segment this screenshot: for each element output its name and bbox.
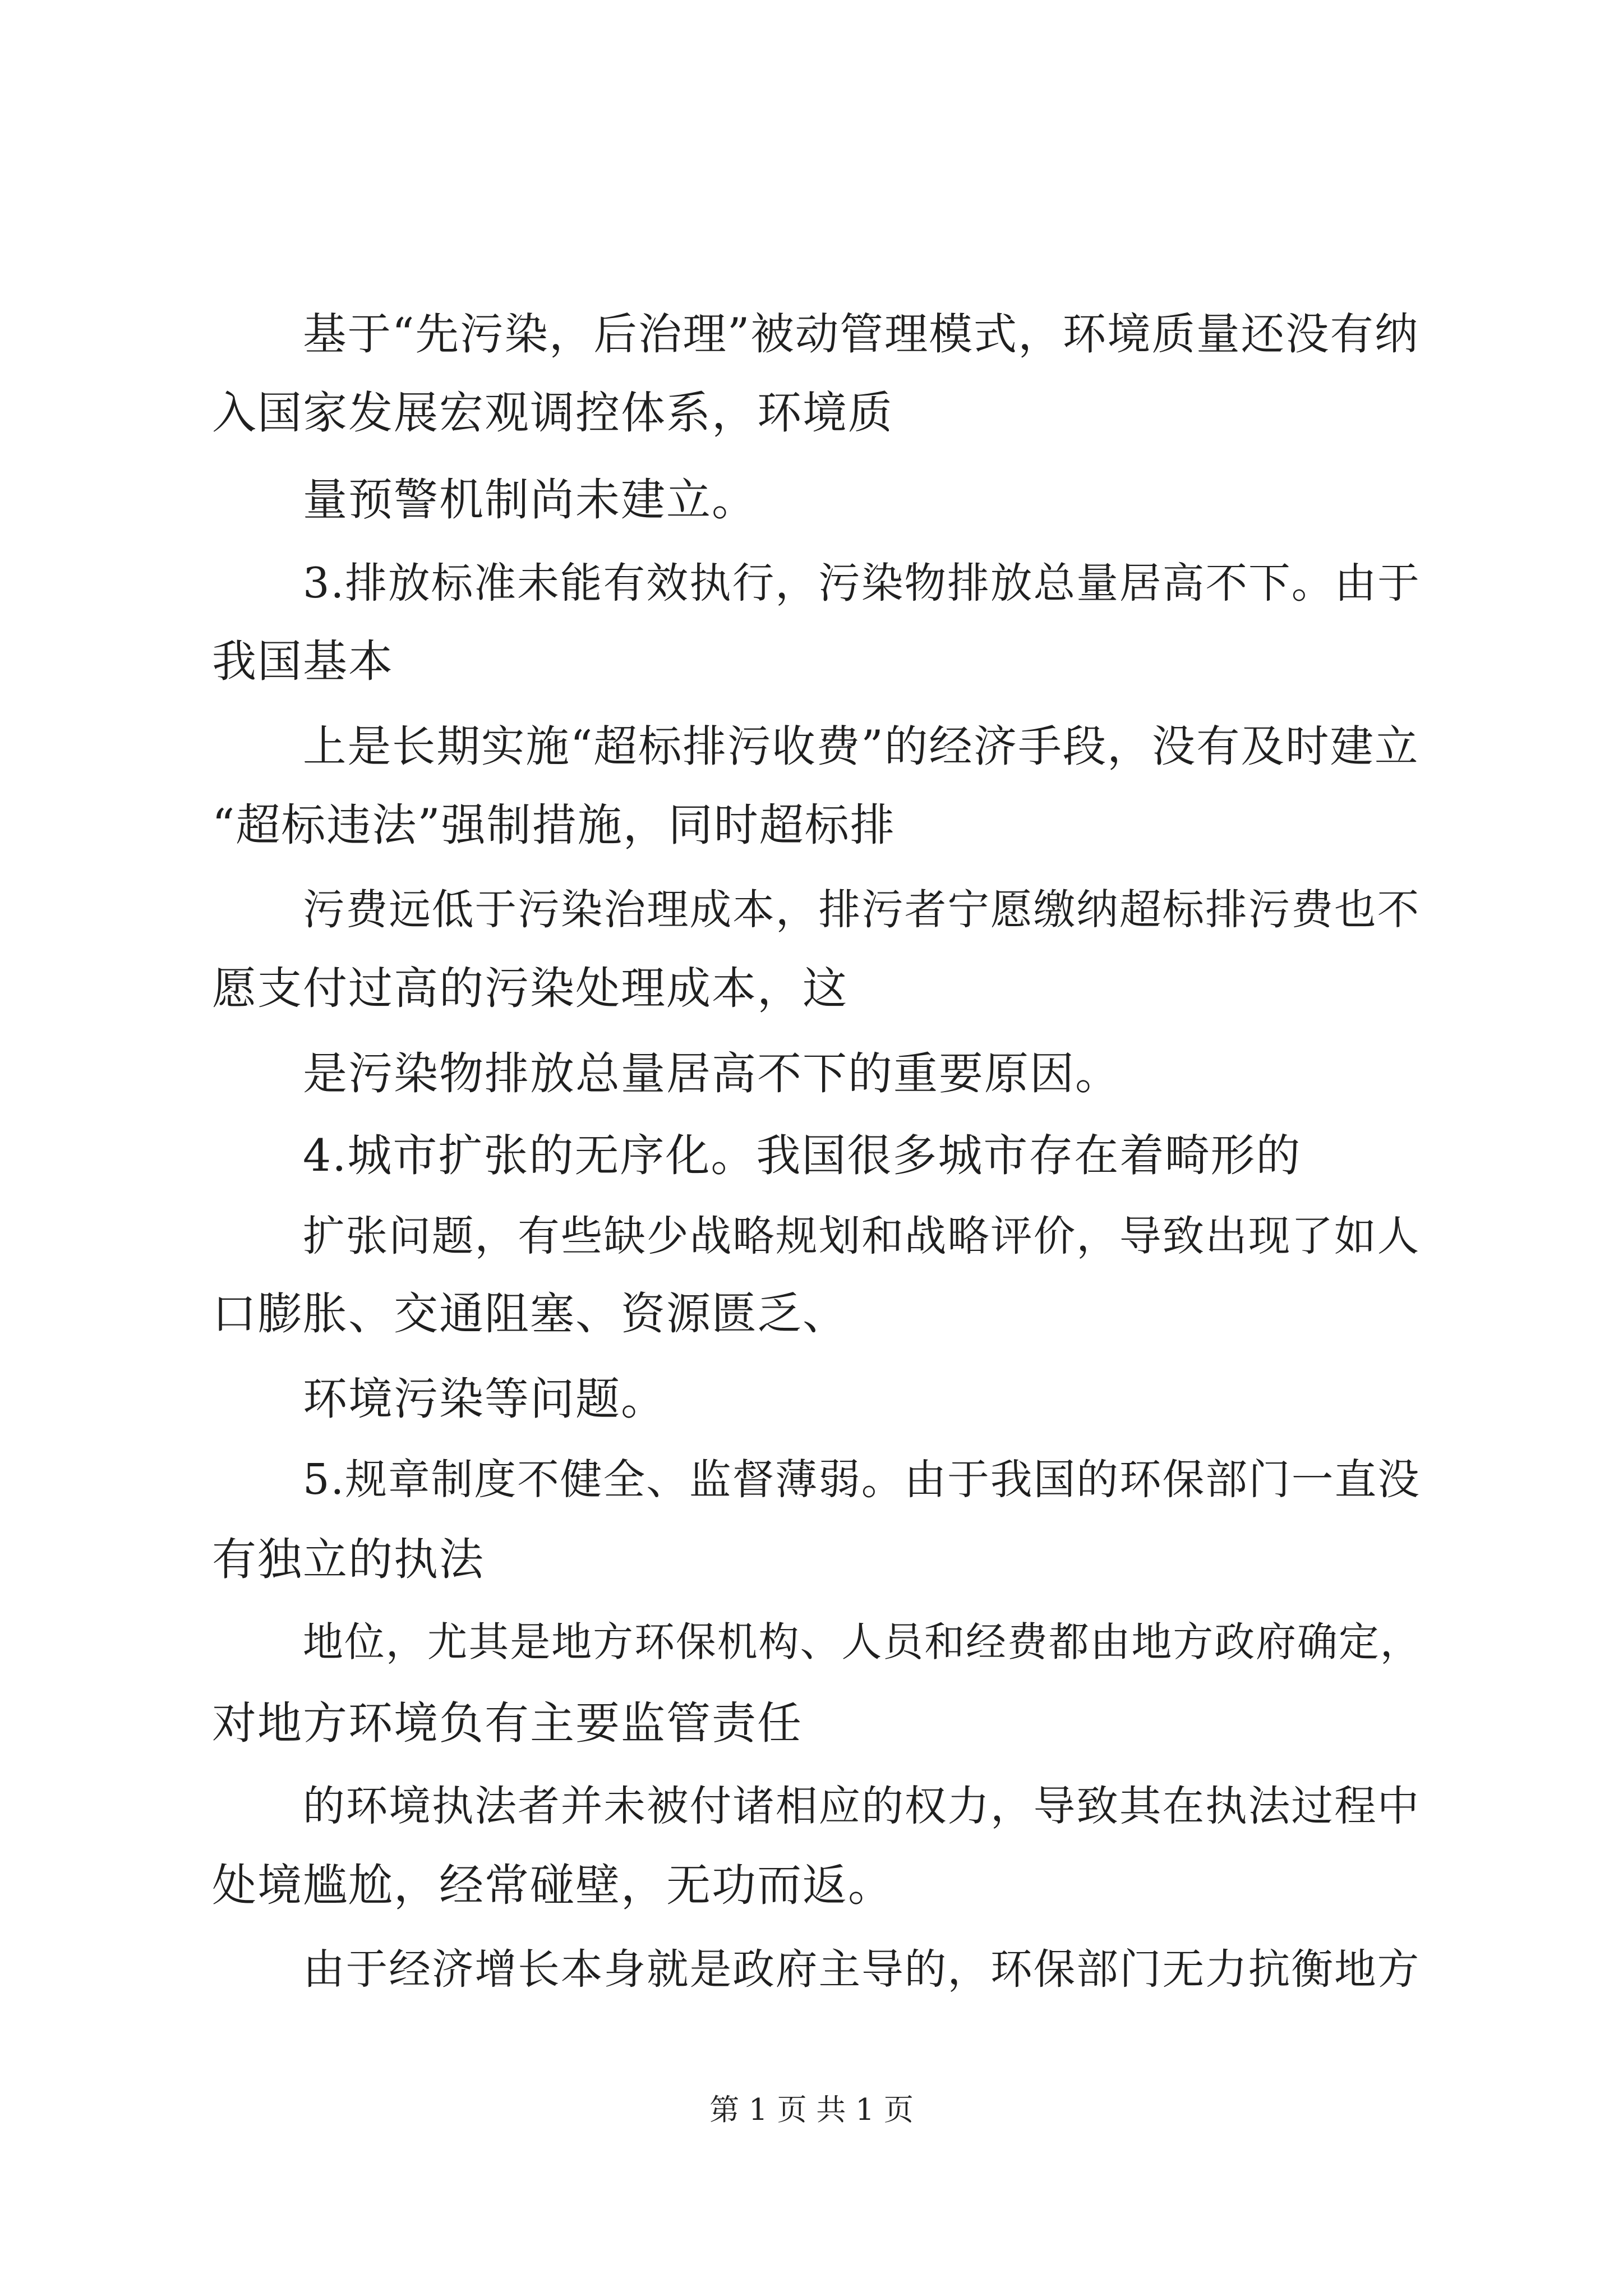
text-line: 愿支付过高的污染处理成本，这 (212, 963, 848, 1014)
text-line: 对地方环境负有主要监管责任 (212, 1697, 803, 1749)
text-line: 5.规章制度不健全、监督薄弱。由于我国的环保部门一直没 (303, 1455, 1421, 1504)
text-line: 由于经济增长本身就是政府主导的，环保部门无力抗衡地方 (303, 1945, 1421, 1994)
text-line: 扩张问题，有些缺少战略规划和战略评价，导致出现了如人 (303, 1212, 1421, 1260)
text-line: 基于“先污染，后治理”被动管理模式，环境质量还没有纳 (303, 309, 1419, 360)
text-line: 上是长期实施“超标排污收费”的经济手段，没有及时建立 (303, 721, 1419, 772)
text-line: 污费远低于污染治理成本，排污者宁愿缴纳超标排污费也不 (303, 885, 1421, 934)
text-line: 入国家发展宏观调控体系，环境质 (212, 387, 893, 439)
text-line: “超标违法”强制措施，同时超标排 (212, 799, 896, 851)
text-line: 口膨胀、交通阻塞、资源匮乏、 (212, 1288, 848, 1340)
text-line: 地位，尤其是地方环保机构、人员和经费都由地方政府确定， (303, 1618, 1422, 1665)
text-line: 的环境执法者并未被付诸相应的权力，导致其在执法过程中 (303, 1782, 1421, 1830)
page-footer: 第 1 页 共 1 页 (709, 2093, 914, 2127)
text-line: 4.城市扩张的无序化。我国很多城市存在着畸形的 (303, 1130, 1302, 1181)
text-line: 3.排放标准未能有效执行，污染物排放总量居高不下。由于 (303, 559, 1421, 608)
text-line: 是污染物排放总量居高不下的重要原因。 (303, 1048, 1121, 1099)
text-line: 有独立的执法 (212, 1534, 485, 1585)
text-line: 处境尴尬，经常碰壁，无功而返。 (212, 1860, 893, 1911)
text-line: 环境污染等问题。 (303, 1373, 666, 1425)
text-line: 我国基本 (212, 636, 394, 687)
text-line: 量预警机制尚未建立。 (303, 474, 757, 526)
